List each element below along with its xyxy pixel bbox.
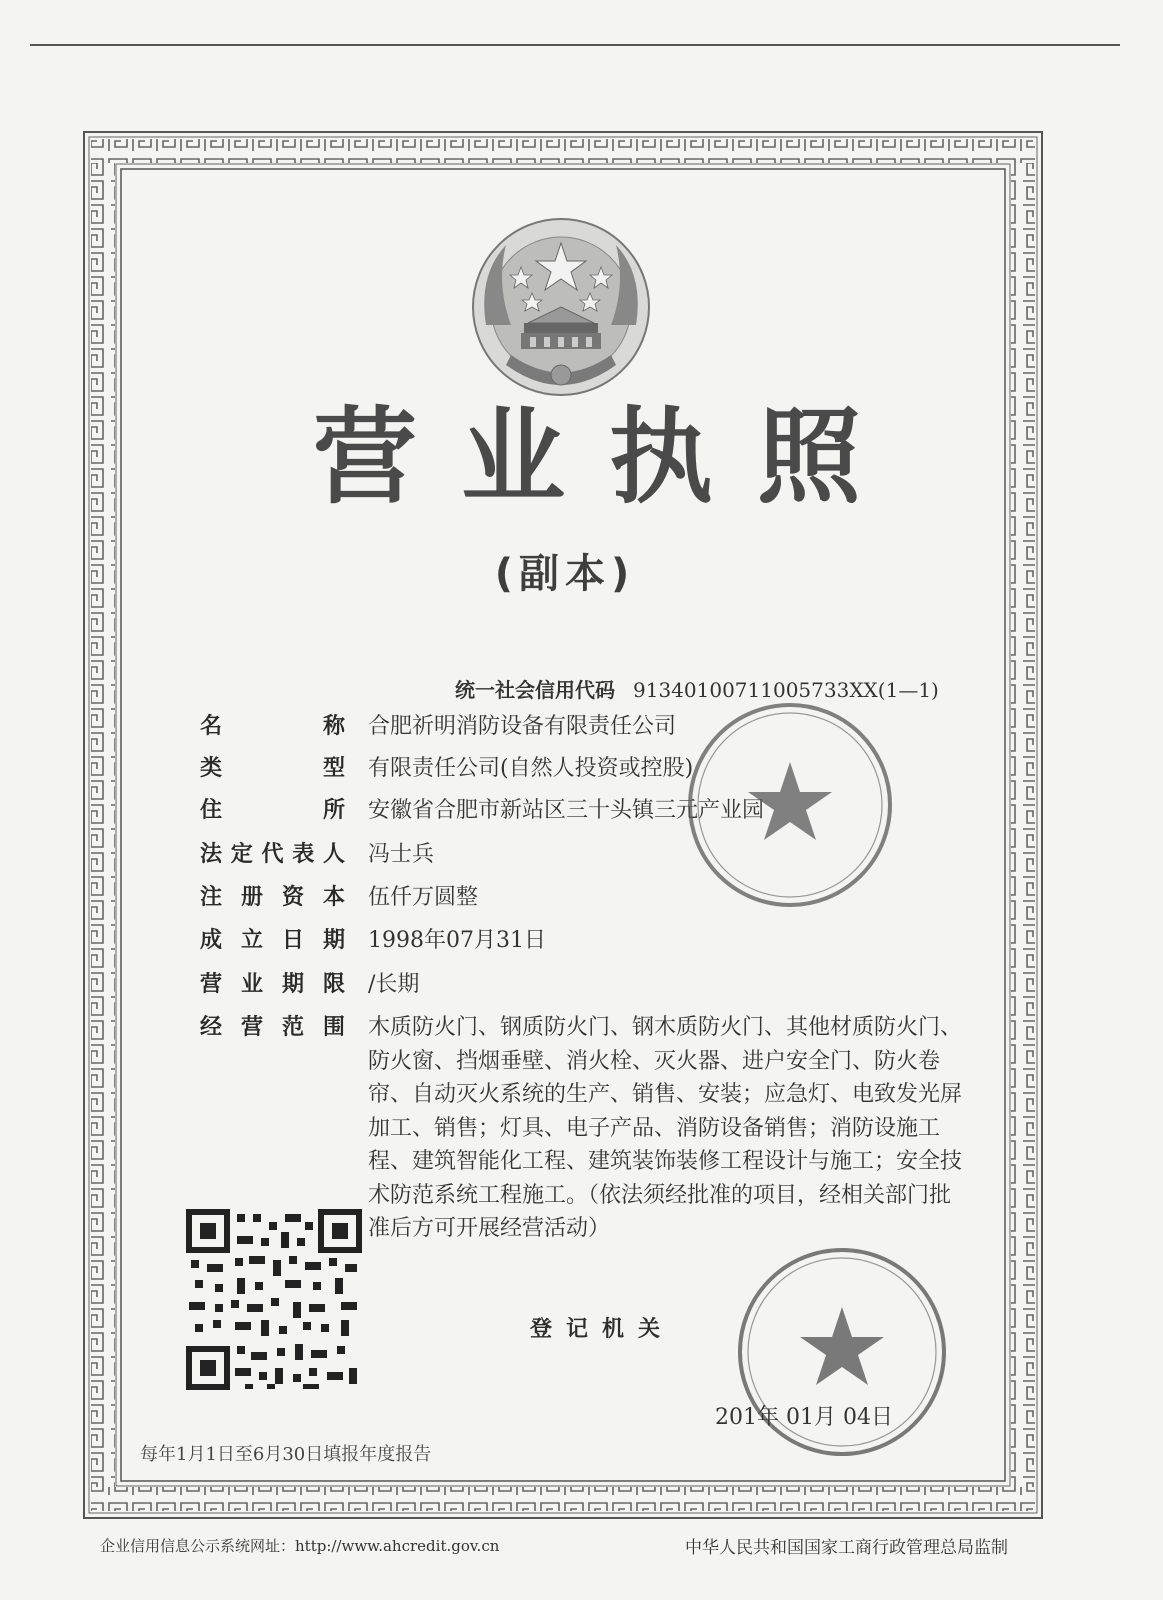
field-legal-representative-label: 法定代表人: [200, 842, 345, 867]
credit-code-label: 统一社会信用代码: [455, 678, 615, 702]
field-business-term-label: 营业期限: [200, 972, 345, 997]
credit-code: [455, 674, 975, 703]
field-address-value: 安徽省合肥市新站区三十头镇三元产业园: [368, 798, 765, 823]
license-subtitle: (副本): [494, 551, 636, 597]
field-business-term-value: /长期: [368, 972, 420, 997]
field-business-scope-label: 经营范围: [200, 1015, 345, 1040]
issue-date: 201年 01月 04日: [715, 1405, 893, 1430]
footer-supervisor: 中华人民共和国国家工商行政管理总局监制: [685, 1538, 1008, 1558]
footer-website: 企业信用信息公示系统网址：http://www.ahcredit.gov.cn: [100, 1537, 500, 1555]
company-seal: [685, 700, 895, 910]
field-registered-capital-label: 注册资本: [200, 885, 345, 910]
field-registered-capital-value: 伍仟万圆整: [368, 885, 479, 910]
registration-authority-label: 登记机关: [530, 1317, 675, 1342]
field-legal-representative-value: 冯士兵: [368, 842, 435, 867]
field-established-date-value: 1998年07月31日: [368, 928, 546, 953]
annual-report-notice: 每年1月1日至6月30日填报年度报告: [140, 1444, 432, 1465]
field-type-label: 类型: [200, 756, 345, 781]
national-emblem: [466, 215, 656, 405]
credit-code-value: 91340100711005733XX(1—1): [633, 678, 939, 702]
license-title: 营业执照: [312, 396, 905, 518]
top-scan-rule: [30, 44, 1120, 46]
field-address-label: 住所: [200, 798, 345, 823]
qr-code: [185, 1208, 363, 1391]
field-established-date-label: 成立日期: [200, 928, 345, 953]
field-type-value: 有限责任公司(自然人投资或控股): [368, 756, 694, 781]
field-name-value: 合肥祈明消防设备有限责任公司: [368, 714, 677, 739]
field-name-label: 名称: [200, 714, 345, 739]
field-business-scope-value: 木质防火门、钢质防火门、钢木质防火门、其他材质防火门、防火窗、挡烟垂壁、消火栓、灭火器、进户安全门、防火卷帘、自动灭火系统的生产、销售、安装；应急灯、电致发光屏加工、销售；灯具、电子产品、消防设备销售；消防设施工程、建筑智能化工程、建筑装饰装修工程设计与施工；安全技术防范系统工程施工。（依法须经批准的项目，经相关部门批准后方可开展经营活动）: [368, 1015, 963, 1241]
